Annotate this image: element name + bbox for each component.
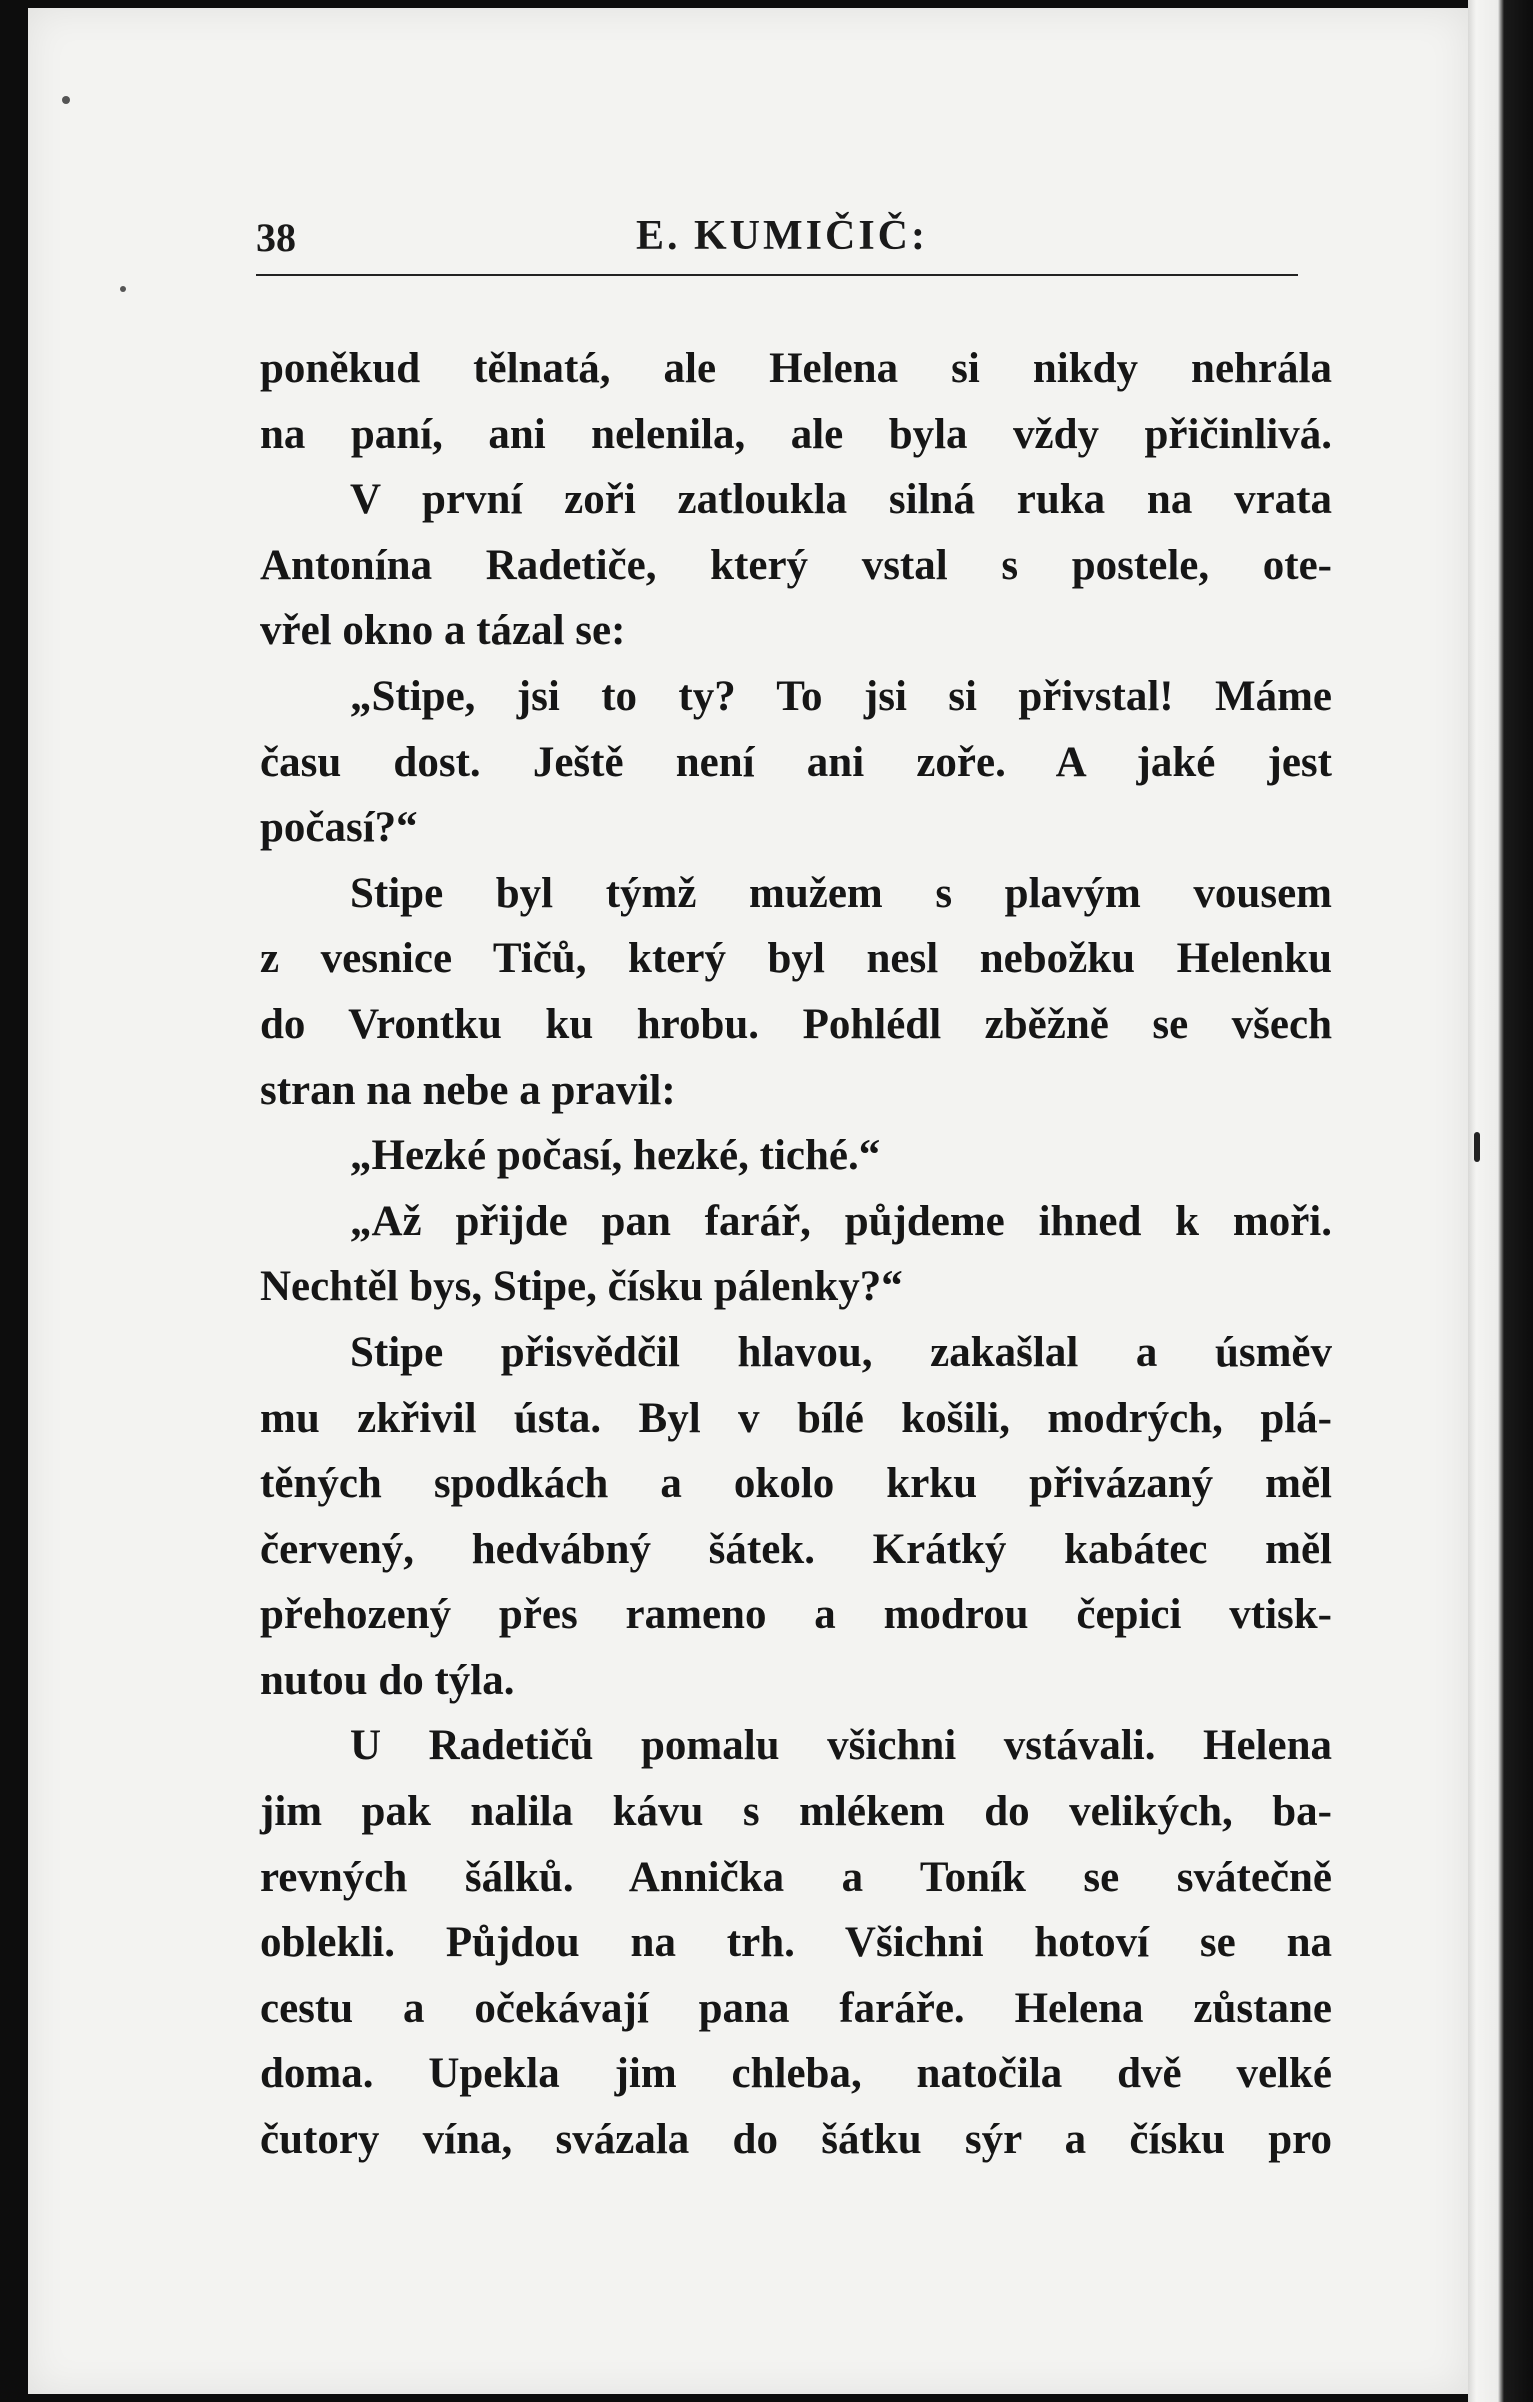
text-line: do Vrontku ku hrobu. Pohlédl zběžně se všech: [260, 1000, 1332, 1048]
text-line: jim pak nalila kávu s mlékem do velikých, ba-: [260, 1788, 1332, 1836]
text-line: stran na nebe a pravil:: [260, 1066, 676, 1114]
text-line: těných spodkách a okolo krku přivázaný měl: [260, 1460, 1332, 1508]
page-edge: [1468, 0, 1533, 2402]
text-line: nutou do týla.: [260, 1656, 515, 1704]
text-line: revných šálků. Annička a Toník se svátečně: [260, 1853, 1332, 1901]
text-line: přehozený přes rameno a modrou čepici vtisk-: [260, 1591, 1332, 1639]
scan-speck: [120, 286, 126, 292]
text-line: Stipe byl týmž mužem s plavým vousem: [350, 869, 1332, 917]
text-line: vřel okno a tázal se:: [260, 607, 626, 655]
page-header: [256, 206, 1298, 276]
text-line: doma. Upekla jim chleba, natočila dvě velké: [260, 2050, 1332, 2098]
text-line: „Stipe, jsi to ty? To jsi si přivstal! Máme: [350, 672, 1332, 720]
text-line: Stipe přisvědčil hlavou, zakašlal a úsměv: [350, 1328, 1332, 1376]
scan-speck: [62, 96, 70, 104]
text-line: mu zkřivil ústa. Byl v bílé košili, modrých, plá-: [260, 1394, 1332, 1442]
text-line: V první zoři zatloukla silná ruka na vrata: [350, 476, 1332, 524]
text-line: „Hezké počasí, hezké, tiché.“: [350, 1132, 881, 1180]
text-line: oblekli. Půjdou na trh. Všichni hotoví se na: [260, 1919, 1332, 1967]
text-line: červený, hedvábný šátek. Krátký kabátec měl: [260, 1525, 1332, 1573]
text-line: Antonína Radetiče, který vstal s postele, ote-: [260, 541, 1332, 589]
text-line: počasí?“: [260, 804, 418, 852]
text-line: cestu a očekávají pana faráře. Helena zůstane: [260, 1984, 1332, 2032]
text-line: „Až přijde pan farář, půjdeme ihned k moři.: [350, 1197, 1332, 1245]
page-number: 38: [256, 215, 296, 260]
text-line: Nechtěl bys, Stipe, čísku pálenky?“: [260, 1263, 903, 1311]
text-line: U Radetičů pomalu všichni vstávali. Helena: [350, 1722, 1332, 1770]
text-line: času dost. Ještě není ani zoře. A jaké jest: [260, 738, 1332, 786]
text-line: poněkud tělnatá, ale Helena si nikdy nehrála: [260, 345, 1332, 392]
text-line: z vesnice Tičů, který byl nesl nebožku Helenku: [260, 935, 1332, 983]
text-line: čutory vína, svázala do šátku sýr a čísku pro: [260, 2116, 1332, 2164]
header-rule: [256, 274, 1298, 276]
body-text: [260, 336, 1332, 2173]
text-line: na paní, ani nelenila, ale byla vždy přičinlivá.: [260, 410, 1332, 458]
running-head: E. KUMIČIČ:: [636, 213, 928, 259]
scan-speck: [1474, 1132, 1480, 1162]
